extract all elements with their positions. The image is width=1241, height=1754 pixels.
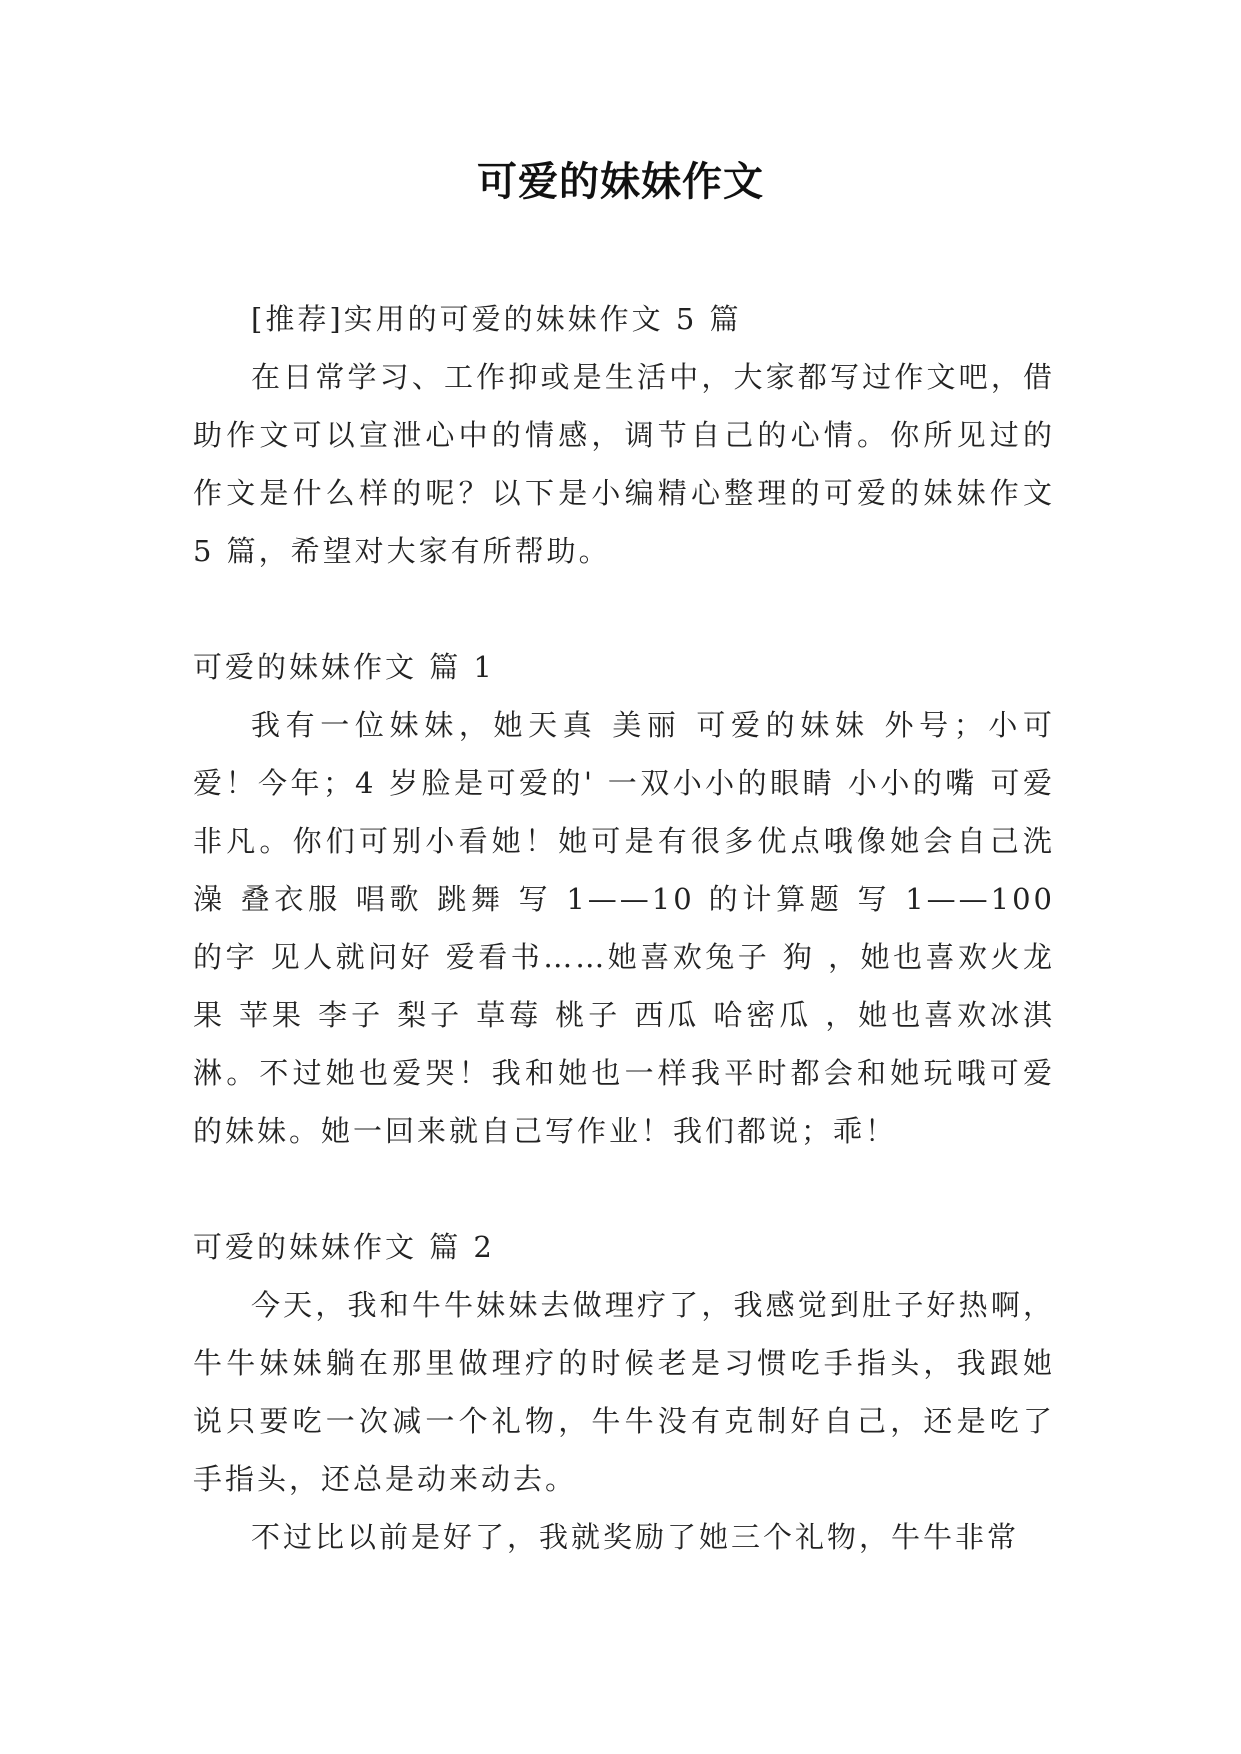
document-body	[193, 290, 1055, 1566]
section-heading-2: 可爱的妹妹作文 篇 2	[193, 1230, 495, 1264]
section-2-paragraph-2: 不过比以前是好了，我就奖励了她三个礼物，牛牛非常	[251, 1520, 1020, 1554]
section-1-paragraph-1: 我有一位妹妹，她天真 美丽 可爱的妹妹 外号；小可爱！今年；4 岁脸是可爱的' 一双小小的眼睛 小小的嘴 可爱非凡。你们可别小看她！她可是有很多优点哦像她会自己洗澡 叠衣服 唱歌 跳舞 写 1——10 的计算题 写 1——100 的字 见人就问好 爱看书……她喜欢兔子 狗 ，她也喜欢火龙果 苹果 李子 梨子 草莓 桃子 西瓜 哈密瓜 ，她也喜欢冰淇淋。不过她也爱哭！我和她也一样我平时都会和她玩哦可爱的妹妹。她一回来就自己写作业！我们都说；乖！	[193, 708, 1055, 1148]
section-2-paragraph-1: 今天，我和牛牛妹妹去做理疗了，我感觉到肚子好热啊，牛牛妹妹躺在那里做理疗的时候老是习惯吃手指头，我跟她说只要吃一次减一个礼物，牛牛没有克制好自己，还是吃了手指头，还总是动来动去。	[193, 1288, 1055, 1496]
section-heading-1: 可爱的妹妹作文 篇 1	[193, 650, 495, 684]
document-subtitle: [推荐]实用的可爱的妹妹作文 5 篇	[251, 302, 742, 336]
intro-paragraph: 在日常学习、工作抑或是生活中，大家都写过作文吧，借助作文可以宣泄心中的情感，调节自己的心情。你所见过的作文是什么样的呢？以下是小编精心整理的可爱的妹妹作文 5 篇，希望对大家有所帮助。	[193, 360, 1055, 568]
document-title: 可爱的妹妹作文	[477, 158, 764, 205]
